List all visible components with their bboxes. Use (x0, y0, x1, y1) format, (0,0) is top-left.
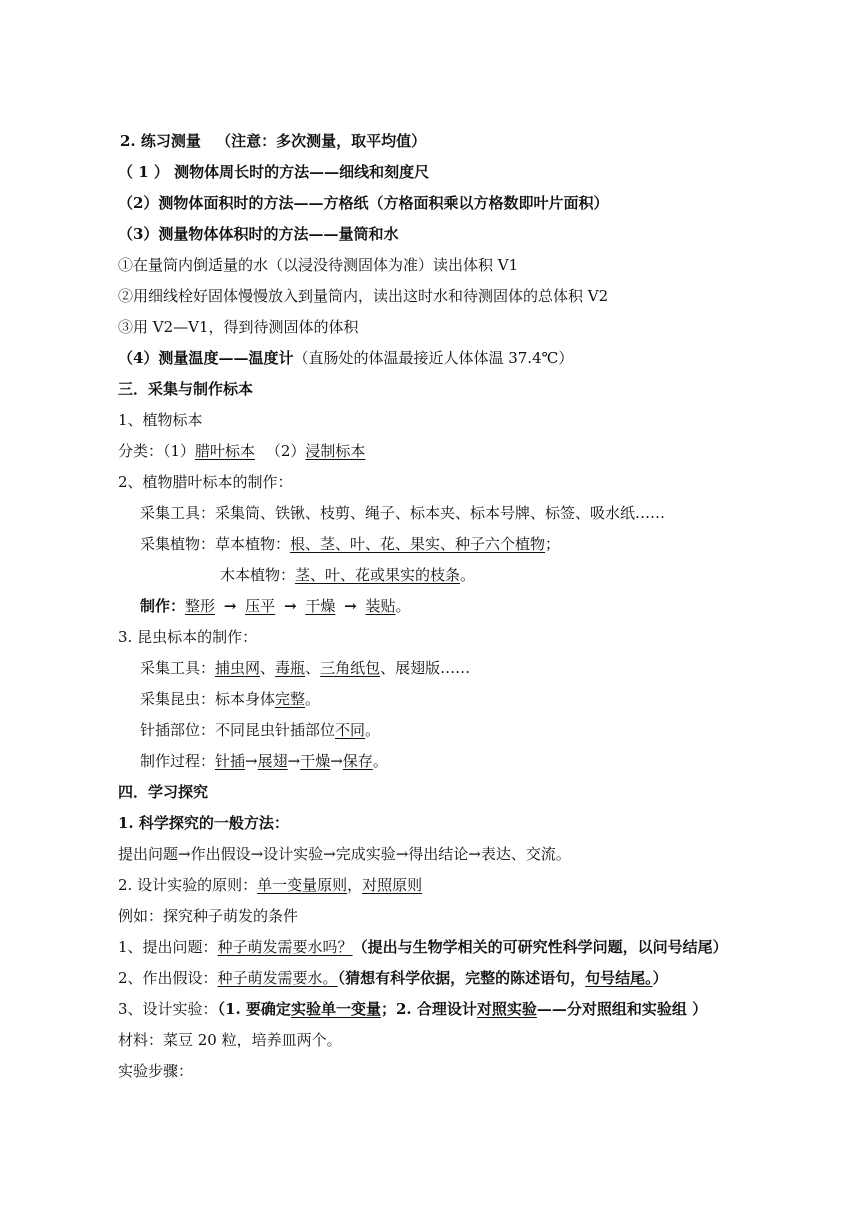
hypothesis-note-3: ） (652, 969, 668, 987)
make-step-3: 干燥 (305, 597, 336, 615)
process-end: 。 (372, 752, 388, 770)
category-mid: （2） (265, 442, 306, 460)
insect-tools-label: 采集工具： (140, 659, 216, 677)
practice-title: 2. 练习测量 (120, 132, 201, 150)
principle-1: 单一变量原则 (257, 876, 348, 894)
temperature-note: （直肠处的体温最接近人体体温 37.4℃） (293, 349, 574, 367)
volume-step-3: ③用 V2—V1，得到待测固体的体积 (118, 318, 359, 336)
hypothesis-value: 种子萌发需要水。 (217, 969, 338, 987)
wood-end: 。 (460, 566, 476, 584)
insect-collect-line (140, 688, 320, 710)
arrow-icon: → (283, 597, 297, 615)
sep: 、 (305, 659, 321, 677)
principle-line (118, 874, 422, 896)
practice-heading (120, 130, 426, 152)
materials-line: 材料：菜豆 20 粒，培养皿两个。 (118, 1031, 342, 1049)
principle-label: 2. 设计实验的原则： (118, 876, 258, 894)
design-label: 3、设计实验： (118, 1000, 218, 1018)
insect-tool-3: 三角纸包 (320, 659, 381, 677)
herb-end: ； (545, 535, 561, 553)
sep: 、 (260, 659, 276, 677)
insect-tools-end: 、展翅版…… (380, 659, 471, 677)
steps-line: 实验步骤： (118, 1062, 194, 1080)
plant-category-line (118, 440, 365, 462)
pin-end: 。 (365, 721, 381, 739)
insect-collect-end: 。 (305, 690, 321, 708)
design-note-a: （1. 要确定 (217, 1000, 291, 1018)
process-step-3: 干燥 (300, 752, 331, 770)
herb-plant-line (140, 533, 560, 555)
pin-value: 不同 (335, 721, 366, 739)
method-text: 提出问题→作出假设→设计实验→完成实验→得出结论→表达、交流。 (118, 845, 571, 863)
arrow-icon: → (330, 752, 343, 770)
design-note-c: ；2. 合理设计 (380, 1000, 477, 1018)
process-step-1: 针插 (215, 752, 246, 770)
comma: ， (347, 876, 363, 894)
insect-collect-label: 采集昆虫：标本身体 (140, 690, 276, 708)
woody-plant-line (220, 564, 475, 586)
example-line: 例如：探究种子萌发的条件 (118, 907, 299, 925)
insect-tool-1: 捕虫网 (215, 659, 261, 677)
item-volume: （3）测量物体体积时的方法——量筒和水 (118, 225, 399, 243)
hypothesis-note-2: 句号结尾。 (585, 969, 653, 987)
category-1: 腊叶标本 (195, 442, 256, 460)
practice-note: （注意：多次测量，取平均值） (216, 132, 427, 150)
make-step-1: 整形 (185, 597, 216, 615)
question-line (118, 936, 728, 958)
wood-value: 茎、叶、花或果实的枝条 (295, 566, 461, 584)
question-label: 1、提出问题： (118, 938, 218, 956)
plant-specimen-title: 1、植物标本 (118, 411, 203, 429)
collecting-tools: 采集工具：采集筒、铁锹、枝剪、绳子、标本夹、标本号牌、标签、吸水纸…… (140, 504, 666, 522)
hypothesis-note: （猜想有科学依据，完整的陈述语句， (337, 969, 586, 987)
making-steps-line (140, 595, 411, 617)
hypothesis-line (118, 967, 668, 989)
process-step-2: 展翅 (257, 752, 288, 770)
category-2: 浸制标本 (305, 442, 366, 460)
volume-step-1: ①在量筒内倒适量的水（以浸没待测固体为准）读出体积 V1 (118, 256, 519, 274)
method-title: 1. 科学探究的一般方法： (118, 814, 289, 832)
make-end: 。 (395, 597, 411, 615)
wood-label: 木本植物： (220, 566, 296, 584)
design-note-b: 实验单一变量 (290, 1000, 381, 1018)
item-area: （2）测物体面积时的方法——方格纸（方格面积乘以方格数即叶片面积） (118, 194, 609, 212)
specimen-heading: 三．采集与制作标本 (118, 380, 254, 398)
item-perimeter: （ 1 ） 测物体周长时的方法——细线和刻度尺 (118, 163, 430, 181)
insect-specimen-title: 3. 昆虫标本的制作： (118, 628, 258, 646)
arrow-icon: → (245, 752, 258, 770)
volume-step-2: ②用细线栓好固体慢慢放入到量筒内，读出这时水和待测固体的总体积 V2 (118, 287, 609, 305)
design-line (118, 998, 707, 1020)
make-label: 制作： (140, 597, 186, 615)
principle-2: 对照原则 (362, 876, 423, 894)
insect-tool-2: 毒瓶 (275, 659, 306, 677)
category-label: 分类：（1） (118, 442, 196, 460)
inquiry-heading: 四．学习探究 (118, 783, 209, 801)
arrow-icon: → (223, 597, 237, 615)
design-note-e: ——分对照组和实验组 ） (536, 1000, 708, 1018)
temperature-label: （4）测量温度——温度计 (118, 349, 294, 367)
make-step-4: 装贴 (365, 597, 396, 615)
question-note: （提出与生物学相关的可研究性科学问题，以问号结尾） (352, 938, 728, 956)
insect-tools-line (140, 657, 470, 679)
process-step-4: 保存 (342, 752, 373, 770)
arrow-icon: → (344, 597, 357, 615)
pin-label: 针插部位：不同昆虫针插部位 (140, 721, 336, 739)
herb-value: 根、茎、叶、花、果实、种子六个植物 (290, 535, 546, 553)
question-value: 种子萌发需要水吗？ (217, 938, 353, 956)
insect-collect-value: 完整 (275, 690, 306, 708)
item-temperature (118, 347, 573, 369)
process-label: 制作过程： (140, 752, 216, 770)
hypothesis-label: 2、作出假设： (118, 969, 218, 987)
herb-label: 采集植物：草本植物： (140, 535, 291, 553)
make-step-2: 压平 (245, 597, 276, 615)
pinning-line (140, 719, 380, 741)
arrow-icon: → (287, 752, 301, 770)
insect-process-line (140, 750, 388, 772)
herbarium-making-title: 2、植物腊叶标本的制作： (118, 473, 293, 491)
design-note-d: 对照实验 (476, 1000, 537, 1018)
